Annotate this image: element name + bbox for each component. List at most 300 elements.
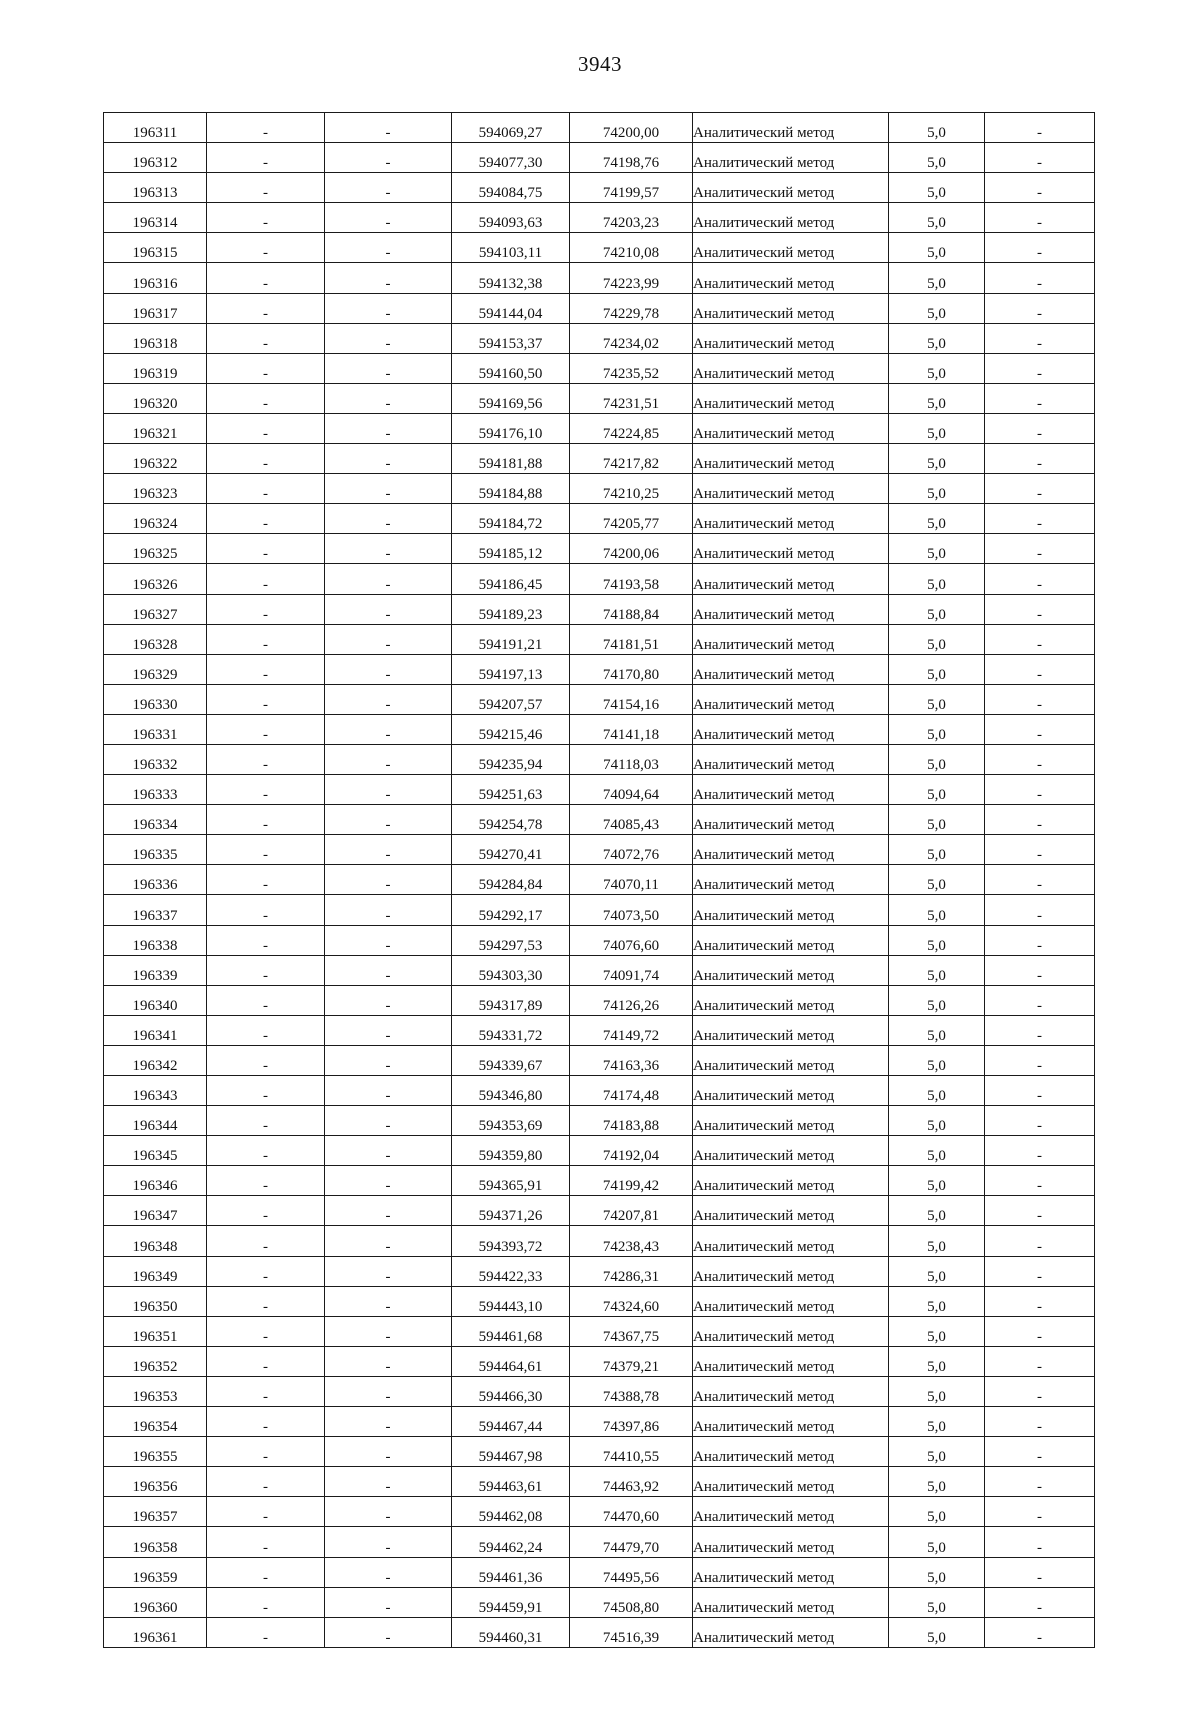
dash-cell-3: - [985, 895, 1095, 925]
accuracy-cell: 5,0 [889, 805, 985, 835]
method-cell: Аналитический метод [693, 1226, 889, 1256]
table-row [104, 1316, 1095, 1346]
accuracy-cell: 5,0 [889, 1316, 985, 1346]
dash-cell-1: - [207, 1316, 325, 1346]
dash-cell-3: - [985, 1286, 1095, 1316]
point-number-cell: 196335 [104, 835, 207, 865]
dash-cell-2: - [325, 504, 452, 534]
x-coordinate-cell: 594461,68 [452, 1316, 570, 1346]
dash-cell-1: - [207, 1527, 325, 1557]
table-row [104, 263, 1095, 293]
point-number-cell: 196321 [104, 413, 207, 443]
method-cell: Аналитический метод [693, 594, 889, 624]
coordinates-table [103, 112, 1095, 1648]
y-coordinate-cell: 74410,55 [570, 1437, 693, 1467]
dash-cell-1: - [207, 865, 325, 895]
dash-cell-3: - [985, 1045, 1095, 1075]
dash-cell-1: - [207, 444, 325, 474]
accuracy-cell: 5,0 [889, 1587, 985, 1617]
dash-cell-1: - [207, 1407, 325, 1437]
dash-cell-1: - [207, 113, 325, 143]
y-coordinate-cell: 74094,64 [570, 775, 693, 805]
x-coordinate-cell: 594185,12 [452, 534, 570, 564]
y-coordinate-cell: 74070,11 [570, 865, 693, 895]
dash-cell-1: - [207, 203, 325, 233]
y-coordinate-cell: 74367,75 [570, 1316, 693, 1346]
accuracy-cell: 5,0 [889, 173, 985, 203]
method-cell: Аналитический метод [693, 203, 889, 233]
y-coordinate-cell: 74210,08 [570, 233, 693, 263]
y-coordinate-cell: 74183,88 [570, 1106, 693, 1136]
dash-cell-2: - [325, 1196, 452, 1226]
table-row [104, 1015, 1095, 1045]
point-number-cell: 196339 [104, 955, 207, 985]
point-number-cell: 196351 [104, 1316, 207, 1346]
dash-cell-2: - [325, 744, 452, 774]
point-number-cell: 196320 [104, 383, 207, 413]
table-row [104, 1617, 1095, 1647]
table-row [104, 233, 1095, 263]
table-row [104, 1136, 1095, 1166]
x-coordinate-cell: 594184,72 [452, 504, 570, 534]
method-cell: Аналитический метод [693, 293, 889, 323]
dash-cell-1: - [207, 955, 325, 985]
method-cell: Аналитический метод [693, 1076, 889, 1106]
dash-cell-1: - [207, 173, 325, 203]
dash-cell-1: - [207, 1497, 325, 1527]
dash-cell-2: - [325, 293, 452, 323]
x-coordinate-cell: 594191,21 [452, 624, 570, 654]
method-cell: Аналитический метод [693, 714, 889, 744]
x-coordinate-cell: 594371,26 [452, 1196, 570, 1226]
method-cell: Аналитический метод [693, 113, 889, 143]
dash-cell-1: - [207, 564, 325, 594]
dash-cell-3: - [985, 1106, 1095, 1136]
accuracy-cell: 5,0 [889, 684, 985, 714]
method-cell: Аналитический метод [693, 564, 889, 594]
y-coordinate-cell: 74198,76 [570, 143, 693, 173]
point-number-cell: 196315 [104, 233, 207, 263]
point-number-cell: 196311 [104, 113, 207, 143]
y-coordinate-cell: 74397,86 [570, 1407, 693, 1437]
accuracy-cell: 5,0 [889, 1136, 985, 1166]
x-coordinate-cell: 594459,91 [452, 1587, 570, 1617]
y-coordinate-cell: 74118,03 [570, 744, 693, 774]
x-coordinate-cell: 594103,11 [452, 233, 570, 263]
x-coordinate-cell: 594462,24 [452, 1527, 570, 1557]
y-coordinate-cell: 74076,60 [570, 925, 693, 955]
dash-cell-2: - [325, 1166, 452, 1196]
dash-cell-3: - [985, 1407, 1095, 1437]
table-row [104, 203, 1095, 233]
method-cell: Аналитический метод [693, 684, 889, 714]
method-cell: Аналитический метод [693, 1437, 889, 1467]
x-coordinate-cell: 594292,17 [452, 895, 570, 925]
dash-cell-2: - [325, 534, 452, 564]
accuracy-cell: 5,0 [889, 353, 985, 383]
dash-cell-2: - [325, 203, 452, 233]
method-cell: Аналитический метод [693, 263, 889, 293]
y-coordinate-cell: 74224,85 [570, 413, 693, 443]
y-coordinate-cell: 74085,43 [570, 805, 693, 835]
accuracy-cell: 5,0 [889, 1346, 985, 1376]
dash-cell-1: - [207, 925, 325, 955]
y-coordinate-cell: 74174,48 [570, 1076, 693, 1106]
x-coordinate-cell: 594144,04 [452, 293, 570, 323]
table-row [104, 1407, 1095, 1437]
x-coordinate-cell: 594132,38 [452, 263, 570, 293]
dash-cell-2: - [325, 1617, 452, 1647]
method-cell: Аналитический метод [693, 534, 889, 564]
y-coordinate-cell: 74470,60 [570, 1497, 693, 1527]
method-cell: Аналитический метод [693, 1196, 889, 1226]
x-coordinate-cell: 594317,89 [452, 985, 570, 1015]
table-row [104, 293, 1095, 323]
table-row [104, 744, 1095, 774]
method-cell: Аналитический метод [693, 1467, 889, 1497]
x-coordinate-cell: 594284,84 [452, 865, 570, 895]
accuracy-cell: 5,0 [889, 775, 985, 805]
dash-cell-1: - [207, 684, 325, 714]
accuracy-cell: 5,0 [889, 624, 985, 654]
x-coordinate-cell: 594153,37 [452, 323, 570, 353]
table-row [104, 1437, 1095, 1467]
dash-cell-3: - [985, 1617, 1095, 1647]
dash-cell-2: - [325, 1226, 452, 1256]
dash-cell-3: - [985, 203, 1095, 233]
dash-cell-2: - [325, 895, 452, 925]
table-row [104, 895, 1095, 925]
accuracy-cell: 5,0 [889, 955, 985, 985]
point-number-cell: 196337 [104, 895, 207, 925]
method-cell: Аналитический метод [693, 805, 889, 835]
accuracy-cell: 5,0 [889, 233, 985, 263]
x-coordinate-cell: 594462,08 [452, 1497, 570, 1527]
dash-cell-2: - [325, 1527, 452, 1557]
dash-cell-2: - [325, 805, 452, 835]
dash-cell-2: - [325, 1557, 452, 1587]
dash-cell-3: - [985, 263, 1095, 293]
method-cell: Аналитический метод [693, 925, 889, 955]
x-coordinate-cell: 594393,72 [452, 1226, 570, 1256]
table-body [104, 113, 1095, 1648]
page-number: 3943 [578, 52, 622, 76]
x-coordinate-cell: 594359,80 [452, 1136, 570, 1166]
y-coordinate-cell: 74199,42 [570, 1166, 693, 1196]
dash-cell-1: - [207, 233, 325, 263]
y-coordinate-cell: 74235,52 [570, 353, 693, 383]
table-row [104, 1226, 1095, 1256]
point-number-cell: 196343 [104, 1076, 207, 1106]
dash-cell-2: - [325, 1015, 452, 1045]
dash-cell-2: - [325, 835, 452, 865]
dash-cell-2: - [325, 1587, 452, 1617]
dash-cell-1: - [207, 1166, 325, 1196]
method-cell: Аналитический метод [693, 383, 889, 413]
y-coordinate-cell: 74200,06 [570, 534, 693, 564]
y-coordinate-cell: 74508,80 [570, 1587, 693, 1617]
dash-cell-3: - [985, 744, 1095, 774]
dash-cell-3: - [985, 383, 1095, 413]
dash-cell-2: - [325, 624, 452, 654]
point-number-cell: 196327 [104, 594, 207, 624]
dash-cell-2: - [325, 233, 452, 263]
x-coordinate-cell: 594467,98 [452, 1437, 570, 1467]
table-row [104, 113, 1095, 143]
x-coordinate-cell: 594467,44 [452, 1407, 570, 1437]
dash-cell-3: - [985, 654, 1095, 684]
y-coordinate-cell: 74149,72 [570, 1015, 693, 1045]
y-coordinate-cell: 74516,39 [570, 1617, 693, 1647]
x-coordinate-cell: 594093,63 [452, 203, 570, 233]
accuracy-cell: 5,0 [889, 1256, 985, 1286]
dash-cell-2: - [325, 985, 452, 1015]
accuracy-cell: 5,0 [889, 504, 985, 534]
dash-cell-3: - [985, 1346, 1095, 1376]
x-coordinate-cell: 594443,10 [452, 1286, 570, 1316]
method-cell: Аналитический метод [693, 504, 889, 534]
y-coordinate-cell: 74154,16 [570, 684, 693, 714]
dash-cell-2: - [325, 323, 452, 353]
dash-cell-1: - [207, 474, 325, 504]
dash-cell-1: - [207, 714, 325, 744]
table-row [104, 714, 1095, 744]
dash-cell-3: - [985, 474, 1095, 504]
x-coordinate-cell: 594176,10 [452, 413, 570, 443]
table-row [104, 654, 1095, 684]
dash-cell-3: - [985, 1587, 1095, 1617]
accuracy-cell: 5,0 [889, 865, 985, 895]
y-coordinate-cell: 74163,36 [570, 1045, 693, 1075]
accuracy-cell: 5,0 [889, 654, 985, 684]
table-row [104, 865, 1095, 895]
accuracy-cell: 5,0 [889, 1376, 985, 1406]
dash-cell-3: - [985, 143, 1095, 173]
dash-cell-3: - [985, 624, 1095, 654]
dash-cell-3: - [985, 775, 1095, 805]
table-row [104, 353, 1095, 383]
accuracy-cell: 5,0 [889, 113, 985, 143]
point-number-cell: 196325 [104, 534, 207, 564]
dash-cell-3: - [985, 835, 1095, 865]
method-cell: Аналитический метод [693, 1316, 889, 1346]
table-row [104, 1076, 1095, 1106]
dash-cell-2: - [325, 1407, 452, 1437]
method-cell: Аналитический метод [693, 1587, 889, 1617]
method-cell: Аналитический метод [693, 624, 889, 654]
x-coordinate-cell: 594353,69 [452, 1106, 570, 1136]
point-number-cell: 196359 [104, 1557, 207, 1587]
method-cell: Аналитический метод [693, 1497, 889, 1527]
accuracy-cell: 5,0 [889, 1617, 985, 1647]
x-coordinate-cell: 594463,61 [452, 1467, 570, 1497]
dash-cell-3: - [985, 1557, 1095, 1587]
x-coordinate-cell: 594251,63 [452, 775, 570, 805]
method-cell: Аналитический метод [693, 1045, 889, 1075]
accuracy-cell: 5,0 [889, 1407, 985, 1437]
y-coordinate-cell: 74379,21 [570, 1346, 693, 1376]
y-coordinate-cell: 74072,76 [570, 835, 693, 865]
table-row [104, 684, 1095, 714]
y-coordinate-cell: 74203,23 [570, 203, 693, 233]
dash-cell-2: - [325, 925, 452, 955]
method-cell: Аналитический метод [693, 895, 889, 925]
point-number-cell: 196328 [104, 624, 207, 654]
table-row [104, 1346, 1095, 1376]
accuracy-cell: 5,0 [889, 293, 985, 323]
point-number-cell: 196314 [104, 203, 207, 233]
accuracy-cell: 5,0 [889, 534, 985, 564]
dash-cell-3: - [985, 293, 1095, 323]
dash-cell-2: - [325, 113, 452, 143]
dash-cell-3: - [985, 1316, 1095, 1346]
point-number-cell: 196336 [104, 865, 207, 895]
table-row [104, 1045, 1095, 1075]
dash-cell-1: - [207, 624, 325, 654]
table-row [104, 955, 1095, 985]
accuracy-cell: 5,0 [889, 564, 985, 594]
dash-cell-1: - [207, 1106, 325, 1136]
dash-cell-1: - [207, 1467, 325, 1497]
method-cell: Аналитический метод [693, 1557, 889, 1587]
y-coordinate-cell: 74091,74 [570, 955, 693, 985]
dash-cell-1: - [207, 293, 325, 323]
dash-cell-3: - [985, 1256, 1095, 1286]
point-number-cell: 196357 [104, 1497, 207, 1527]
dash-cell-3: - [985, 444, 1095, 474]
dash-cell-3: - [985, 113, 1095, 143]
point-number-cell: 196322 [104, 444, 207, 474]
y-coordinate-cell: 74223,99 [570, 263, 693, 293]
accuracy-cell: 5,0 [889, 1166, 985, 1196]
dash-cell-2: - [325, 865, 452, 895]
dash-cell-3: - [985, 1376, 1095, 1406]
table-row [104, 173, 1095, 203]
table-row [104, 1467, 1095, 1497]
dash-cell-1: - [207, 835, 325, 865]
dash-cell-2: - [325, 1437, 452, 1467]
point-number-cell: 196348 [104, 1226, 207, 1256]
table-row [104, 985, 1095, 1015]
dash-cell-3: - [985, 1467, 1095, 1497]
method-cell: Аналитический метод [693, 835, 889, 865]
dash-cell-2: - [325, 714, 452, 744]
dash-cell-1: - [207, 383, 325, 413]
dash-cell-2: - [325, 564, 452, 594]
x-coordinate-cell: 594084,75 [452, 173, 570, 203]
y-coordinate-cell: 74193,58 [570, 564, 693, 594]
y-coordinate-cell: 74286,31 [570, 1256, 693, 1286]
dash-cell-1: - [207, 805, 325, 835]
dash-cell-2: - [325, 1316, 452, 1346]
y-coordinate-cell: 74234,02 [570, 323, 693, 353]
y-coordinate-cell: 74210,25 [570, 474, 693, 504]
dash-cell-3: - [985, 1527, 1095, 1557]
point-number-cell: 196345 [104, 1136, 207, 1166]
x-coordinate-cell: 594215,46 [452, 714, 570, 744]
table-row [104, 1497, 1095, 1527]
dash-cell-3: - [985, 1196, 1095, 1226]
dash-cell-2: - [325, 1106, 452, 1136]
dash-cell-2: - [325, 173, 452, 203]
x-coordinate-cell: 594331,72 [452, 1015, 570, 1045]
point-number-cell: 196326 [104, 564, 207, 594]
accuracy-cell: 5,0 [889, 383, 985, 413]
dash-cell-2: - [325, 413, 452, 443]
point-number-cell: 196330 [104, 684, 207, 714]
x-coordinate-cell: 594181,88 [452, 444, 570, 474]
point-number-cell: 196344 [104, 1106, 207, 1136]
point-number-cell: 196358 [104, 1527, 207, 1557]
table-row [104, 504, 1095, 534]
x-coordinate-cell: 594365,91 [452, 1166, 570, 1196]
dash-cell-1: - [207, 1196, 325, 1226]
point-number-cell: 196318 [104, 323, 207, 353]
dash-cell-3: - [985, 323, 1095, 353]
dash-cell-2: - [325, 654, 452, 684]
dash-cell-2: - [325, 1136, 452, 1166]
dash-cell-1: - [207, 1437, 325, 1467]
dash-cell-1: - [207, 534, 325, 564]
method-cell: Аналитический метод [693, 744, 889, 774]
table-row [104, 1376, 1095, 1406]
table-row [104, 1527, 1095, 1557]
point-number-cell: 196356 [104, 1467, 207, 1497]
accuracy-cell: 5,0 [889, 925, 985, 955]
x-coordinate-cell: 594197,13 [452, 654, 570, 684]
method-cell: Аналитический метод [693, 474, 889, 504]
point-number-cell: 196350 [104, 1286, 207, 1316]
y-coordinate-cell: 74170,80 [570, 654, 693, 684]
dash-cell-1: - [207, 353, 325, 383]
table-row [104, 624, 1095, 654]
dash-cell-3: - [985, 1015, 1095, 1045]
accuracy-cell: 5,0 [889, 1286, 985, 1316]
method-cell: Аналитический метод [693, 1166, 889, 1196]
accuracy-cell: 5,0 [889, 985, 985, 1015]
method-cell: Аналитический метод [693, 444, 889, 474]
y-coordinate-cell: 74238,43 [570, 1226, 693, 1256]
point-number-cell: 196353 [104, 1376, 207, 1406]
x-coordinate-cell: 594422,33 [452, 1256, 570, 1286]
accuracy-cell: 5,0 [889, 1437, 985, 1467]
dash-cell-3: - [985, 413, 1095, 443]
table-row [104, 474, 1095, 504]
accuracy-cell: 5,0 [889, 1557, 985, 1587]
x-coordinate-cell: 594297,53 [452, 925, 570, 955]
y-coordinate-cell: 74192,04 [570, 1136, 693, 1166]
table-row [104, 1557, 1095, 1587]
dash-cell-3: - [985, 1076, 1095, 1106]
x-coordinate-cell: 594460,31 [452, 1617, 570, 1647]
dash-cell-1: - [207, 323, 325, 353]
dash-cell-1: - [207, 594, 325, 624]
dash-cell-3: - [985, 985, 1095, 1015]
y-coordinate-cell: 74388,78 [570, 1376, 693, 1406]
dash-cell-1: - [207, 654, 325, 684]
accuracy-cell: 5,0 [889, 1226, 985, 1256]
x-coordinate-cell: 594077,30 [452, 143, 570, 173]
dash-cell-2: - [325, 353, 452, 383]
y-coordinate-cell: 74200,00 [570, 113, 693, 143]
x-coordinate-cell: 594270,41 [452, 835, 570, 865]
dash-cell-2: - [325, 1076, 452, 1106]
accuracy-cell: 5,0 [889, 594, 985, 624]
method-cell: Аналитический метод [693, 173, 889, 203]
table-row [104, 1166, 1095, 1196]
point-number-cell: 196346 [104, 1166, 207, 1196]
x-coordinate-cell: 594169,56 [452, 383, 570, 413]
